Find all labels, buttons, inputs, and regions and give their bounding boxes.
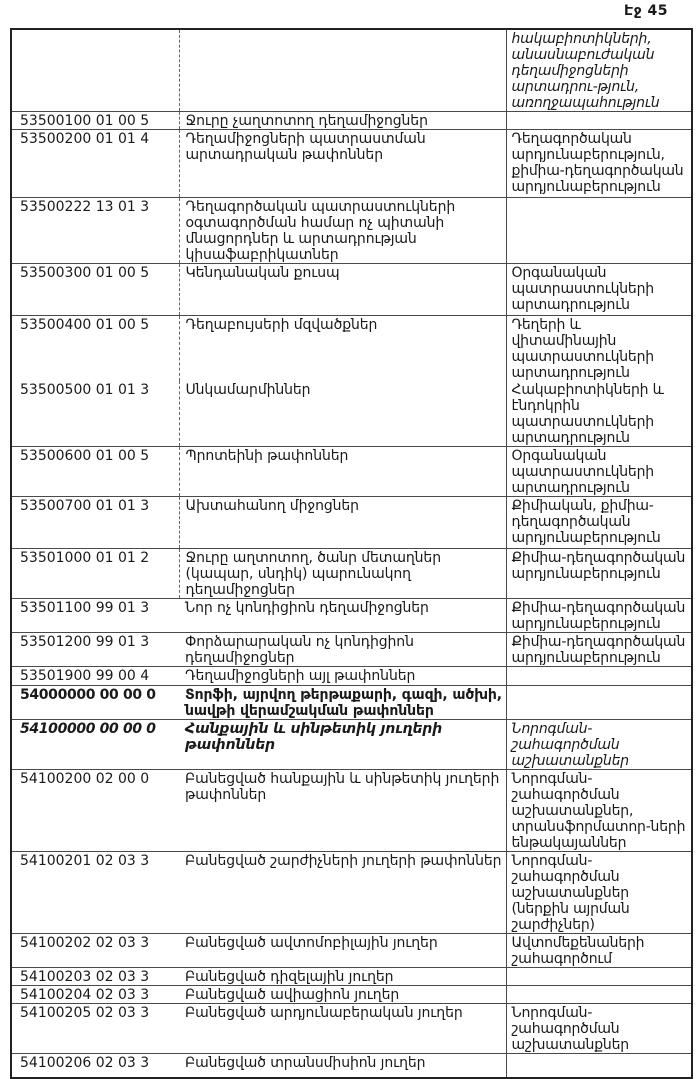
- waste-source-cell: Նորոգման-շահագործման աշխատանքներ, տրանսֆորմատոր-ների ենթակայաններ: [506, 770, 692, 852]
- table-row: [11, 1004, 692, 1054]
- waste-name-cell: Հանքային և սինթետիկ յուղերի թափոններ: [179, 720, 506, 770]
- waste-code-cell: 53501000 01 01 2: [11, 549, 179, 599]
- table-row: [11, 934, 692, 968]
- waste-code-cell: 53501200 99 01 3: [11, 633, 179, 667]
- waste-source-cell: Քիմիա-դեղագործական արդյունաբերություն: [506, 633, 692, 667]
- waste-source-cell: հակաբիոտիկների, անասնաբուժական դեղամիջոցների արտադրու-թյուն, առողջապահություն: [506, 29, 692, 112]
- waste-name-cell: Դեղամիջոցների պատրաստման արտադրական թափոններ: [179, 130, 506, 198]
- table-row-continuation: [11, 29, 692, 112]
- table-row: [11, 770, 692, 852]
- waste-code-cell: 54000000 00 00 0: [11, 686, 179, 720]
- waste-name-cell: Պրոտեինի թափոններ: [179, 447, 506, 497]
- waste-source-cell: [506, 968, 692, 986]
- waste-code-cell: 53500500 01 01 3: [11, 381, 179, 447]
- waste-code-cell: 54100201 02 03 3: [11, 852, 179, 934]
- waste-code-cell: 54100202 02 03 3: [11, 934, 179, 968]
- waste-source-cell: Նորոգման-շահագործման աշխատանքներ (ներքին այրման շարժիչներ): [506, 852, 692, 934]
- waste-name-cell: Բանեցված ավիացիոն յուղեր: [179, 986, 506, 1004]
- table-row: [11, 381, 692, 447]
- waste-classification-table: [10, 28, 693, 1079]
- waste-source-cell: Դեղերի և վիտամինային պատրաստուկների արտադրություն: [506, 316, 692, 382]
- waste-code-cell: 53500300 01 00 5: [11, 264, 179, 316]
- waste-code-cell: 53501900 99 00 4: [11, 667, 179, 686]
- waste-name-cell: Բանեցված ավտոմոբիլային յուղեր: [179, 934, 506, 968]
- waste-source-cell: [506, 986, 692, 1004]
- waste-name-cell: Փորձարարական ոչ կոնդիցիոն դեղամիջոցներ: [179, 633, 506, 667]
- waste-code-cell: 53500400 01 00 5: [11, 316, 179, 382]
- table-row: [11, 686, 692, 720]
- waste-code-cell: 54100000 00 00 0: [11, 720, 179, 770]
- waste-source-cell: [506, 686, 692, 720]
- waste-code-cell: 53500200 01 01 4: [11, 130, 179, 198]
- waste-name-cell: Ախտահանող միջոցներ: [179, 497, 506, 549]
- waste-name-cell: Դեղաբույսերի մզվածքներ: [179, 316, 506, 382]
- waste-name-cell: Դեղագործական պատրաստուկների օգտագործման համար ոչ պիտանի մնացորդներ և արտադրության կիսաֆաբրիկատներ: [179, 198, 506, 264]
- table-row: [11, 633, 692, 667]
- waste-source-cell: Ավտոմեքենաների շահագործում: [506, 934, 692, 968]
- waste-source-cell: Քիմիա-դեղագործական արդյունաբերություն: [506, 599, 692, 633]
- table-row: [11, 667, 692, 686]
- waste-source-cell: Օրգանական պատրաստուկների արտադրություն: [506, 447, 692, 497]
- waste-code-cell: [11, 29, 179, 112]
- waste-code-cell: 54100205 02 03 3: [11, 1004, 179, 1054]
- waste-source-cell: [506, 667, 692, 686]
- waste-source-cell: [506, 198, 692, 264]
- waste-name-cell: Ջուրը չաղտոտող դեղամիջոցներ: [179, 112, 506, 130]
- waste-source-cell: [506, 112, 692, 130]
- waste-name-cell: [179, 29, 506, 112]
- waste-name-cell: Նոր ոչ կոնդիցիոն դեղամիջոցներ: [179, 599, 506, 633]
- waste-source-cell: Օրգանական պատրաստուկների արտադրություն: [506, 264, 692, 316]
- table-body: [11, 29, 692, 1078]
- waste-code-cell: 53500600 01 00 5: [11, 447, 179, 497]
- waste-code-cell: 53500100 01 00 5: [11, 112, 179, 130]
- waste-code-cell: 53500700 01 01 3: [11, 497, 179, 549]
- waste-name-cell: Սնկամարմիններ: [179, 381, 506, 447]
- waste-code-cell: 54100204 02 03 3: [11, 986, 179, 1004]
- waste-name-cell: Բանեցված հանքային և սինթետիկ յուղերի թափոններ: [179, 770, 506, 852]
- waste-source-cell: Հակաբիոտիկների և էնդոկրին պատրաստուկների արտադրություն: [511, 382, 664, 446]
- waste-source-cell: Դեղագործական արդյունաբերություն, քիմիա-դեղագործական արդյունաբերություն: [506, 130, 692, 198]
- table-row: [11, 264, 692, 316]
- table-row: [11, 1054, 692, 1078]
- waste-name-cell: Բանեցված շարժիչների յուղերի թափոններ: [179, 852, 506, 934]
- table-row: [11, 968, 692, 986]
- waste-source-cell: Նորոգման-շահագործման աշխատանքներ: [506, 720, 692, 770]
- table-row: [11, 198, 692, 264]
- waste-name-cell: Ջուրը աղտոտող, ծանր մետաղներ (կապար, սնդիկ) պարունակող դեղամիջոցներ: [179, 549, 506, 599]
- table-row: [11, 112, 692, 130]
- table-row: [11, 497, 692, 549]
- waste-name-cell: Բանեցված տրանսմիսիոն յուղեր: [179, 1054, 506, 1078]
- table-row: [11, 720, 692, 770]
- waste-source-cell: Քիմիա-դեղագործական արդյունաբերություն: [506, 549, 692, 599]
- waste-name-cell: Բանեցված դիզելային յուղեր: [179, 968, 506, 986]
- table-row: [11, 447, 692, 497]
- waste-name-cell: Բանեցված արդյունաբերական յուղեր: [179, 1004, 506, 1054]
- waste-name-cell: Տորֆի, այրվող թերթաքարի, գազի, ածխի, նավթի վերամշակման թափոններ: [179, 686, 506, 720]
- waste-source-cell: Քիմիական, քիմիա-դեղագործական արդյունաբերություն: [506, 497, 692, 549]
- waste-source-cell: Նորոգման-շահագործման աշխատանքներ: [506, 1004, 692, 1054]
- waste-code-cell: 54100203 02 03 3: [11, 968, 179, 986]
- waste-code-cell: 53501100 99 01 3: [11, 599, 179, 633]
- waste-name-cell: Դեղամիջոցների այլ թափոններ: [179, 667, 506, 686]
- table-row: [11, 986, 692, 1004]
- waste-code-cell: 54100206 02 03 3: [11, 1054, 179, 1078]
- waste-source-cell: [506, 1054, 692, 1078]
- table-row: [11, 549, 692, 599]
- waste-name-cell: Կենդանական քուսպ: [179, 264, 506, 316]
- table-row: [11, 130, 692, 198]
- table-row: [11, 852, 692, 934]
- table-row: [11, 599, 692, 633]
- table-row: [11, 316, 692, 382]
- waste-code-cell: 53500222 13 01 3: [11, 198, 179, 264]
- page-number: Էջ 45: [623, 3, 668, 19]
- waste-code-cell: 54100200 02 00 0: [11, 770, 179, 852]
